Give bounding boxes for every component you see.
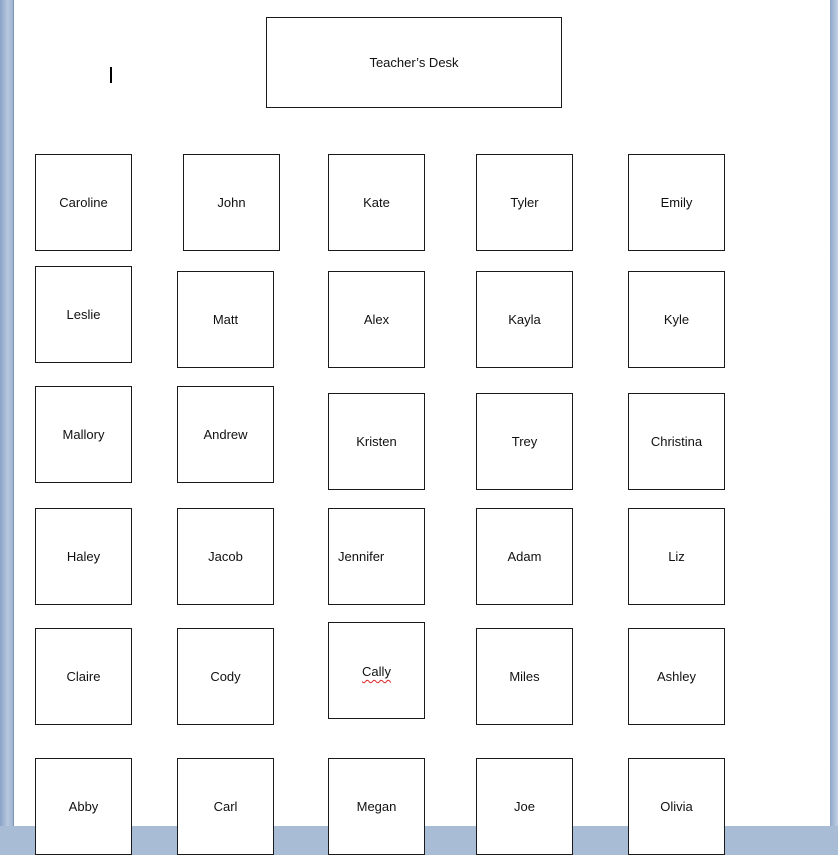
- seat-name: Kayla: [508, 312, 541, 327]
- seat-name: Claire: [66, 669, 101, 684]
- seat-box[interactable]: [35, 628, 132, 725]
- seat-name: Andrew: [203, 427, 248, 442]
- seat-box[interactable]: [628, 508, 725, 605]
- seat-name: Jacob: [208, 549, 243, 564]
- seat-box[interactable]: [628, 271, 725, 368]
- seat-name: Ashley: [656, 669, 697, 684]
- seat-name: Kristen: [356, 434, 397, 449]
- seat-name: Kyle: [663, 312, 690, 327]
- seat-box[interactable]: [476, 393, 573, 490]
- seat-box[interactable]: [183, 154, 280, 251]
- seat-name: Kate: [363, 195, 390, 210]
- seat-box[interactable]: [628, 628, 725, 725]
- text-cursor: [110, 67, 112, 83]
- seat-box[interactable]: [476, 508, 573, 605]
- seat-box[interactable]: [328, 758, 425, 855]
- seat-name: Carl: [213, 799, 238, 814]
- seat-name: Joe: [514, 799, 535, 814]
- seat-name: Leslie: [66, 307, 101, 322]
- seat-box[interactable]: [628, 154, 725, 251]
- seat-box[interactable]: [35, 154, 132, 251]
- teacher-desk[interactable]: [266, 17, 562, 108]
- seat-name: Miles: [509, 669, 540, 684]
- seat-box[interactable]: [328, 508, 425, 605]
- seat-name: Abby: [68, 799, 99, 814]
- seat-box[interactable]: [177, 628, 274, 725]
- seat-box[interactable]: [35, 758, 132, 855]
- seat-box[interactable]: [328, 622, 425, 719]
- seat-box[interactable]: [476, 154, 573, 251]
- seat-name: Emily: [660, 195, 693, 210]
- seat-box[interactable]: [476, 628, 573, 725]
- seat-box[interactable]: [628, 393, 725, 490]
- seat-name: Megan: [356, 799, 397, 814]
- seat-name: Tyler: [510, 195, 539, 210]
- seat-name: Haley: [66, 549, 101, 564]
- seat-name: Mallory: [62, 427, 105, 442]
- seat-box[interactable]: [177, 508, 274, 605]
- vertical-scrollbar[interactable]: [830, 0, 838, 826]
- seat-box[interactable]: [177, 758, 274, 855]
- seat-name-misspelled: Cally: [362, 664, 391, 679]
- seat-box[interactable]: [35, 266, 132, 363]
- seat-name: Alex: [363, 312, 390, 327]
- seat-name: Trey: [511, 434, 538, 449]
- teacher-desk-label: Teacher’s Desk: [369, 55, 459, 70]
- seat-box[interactable]: [628, 758, 725, 855]
- seat-box[interactable]: [177, 271, 274, 368]
- seat-box[interactable]: [476, 271, 573, 368]
- seat-box[interactable]: [328, 271, 425, 368]
- seat-name: Cody: [210, 669, 241, 684]
- seat-name: John: [217, 195, 246, 210]
- seat-name: Caroline: [59, 195, 108, 210]
- seat-box[interactable]: [35, 508, 132, 605]
- seat-box[interactable]: [328, 154, 425, 251]
- seat-name: Matt: [212, 312, 239, 327]
- seat-name: Adam: [507, 549, 542, 564]
- window-left-edge: [0, 0, 13, 826]
- seat-name: Christina: [650, 434, 703, 449]
- seat-box[interactable]: [177, 386, 274, 483]
- seat-box[interactable]: [328, 393, 425, 490]
- seat-name: Jennifer: [338, 549, 385, 564]
- seat-name: Olivia: [660, 799, 693, 814]
- seat-name: Liz: [668, 549, 685, 564]
- seat-box[interactable]: [476, 758, 573, 855]
- seat-box[interactable]: [35, 386, 132, 483]
